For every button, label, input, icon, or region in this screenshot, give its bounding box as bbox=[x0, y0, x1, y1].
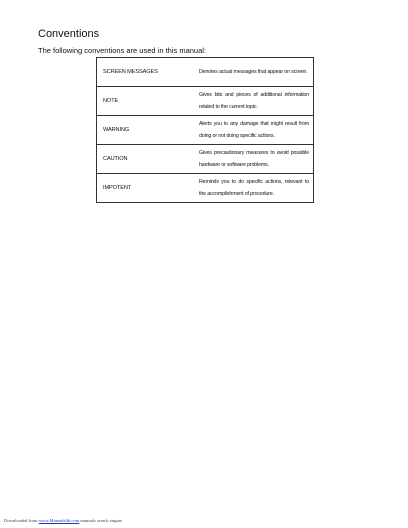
table-row bbox=[97, 58, 314, 87]
footer-prefix: Downloaded from bbox=[4, 518, 38, 523]
table-row bbox=[97, 174, 314, 203]
footer-suffix: manuals search engine bbox=[80, 518, 122, 523]
convention-term: CAUTION bbox=[97, 145, 196, 174]
convention-description: Denotes actual messages that appear on screen. bbox=[195, 58, 314, 87]
table-row bbox=[97, 116, 314, 145]
convention-term: SCREEN MESSAGES bbox=[97, 58, 196, 87]
convention-description: Gives precautionary measures to avoid possible hardware or software problems. bbox=[195, 145, 314, 174]
footer-link[interactable]: www.Manualslib.com bbox=[38, 518, 80, 523]
table-row bbox=[97, 87, 314, 116]
conventions-table bbox=[96, 57, 314, 203]
convention-description: Reminds you to do specific actions, relevant to the accomplishment of procedure. bbox=[195, 174, 314, 203]
convention-term: NOTE bbox=[97, 87, 196, 116]
intro-text: The following conventions are used in this manual: bbox=[38, 46, 207, 55]
convention-term: WARNING bbox=[97, 116, 196, 145]
table-row bbox=[97, 145, 314, 174]
page-heading: Conventions bbox=[38, 28, 100, 40]
download-footer bbox=[4, 518, 122, 523]
convention-description: Gives bits and pieces of additional information related to the current topic. bbox=[195, 87, 314, 116]
convention-term: IMPOTENT bbox=[97, 174, 196, 203]
convention-description: Alerts you to any damage that might result from doing or not doing specific actions. bbox=[195, 116, 314, 145]
